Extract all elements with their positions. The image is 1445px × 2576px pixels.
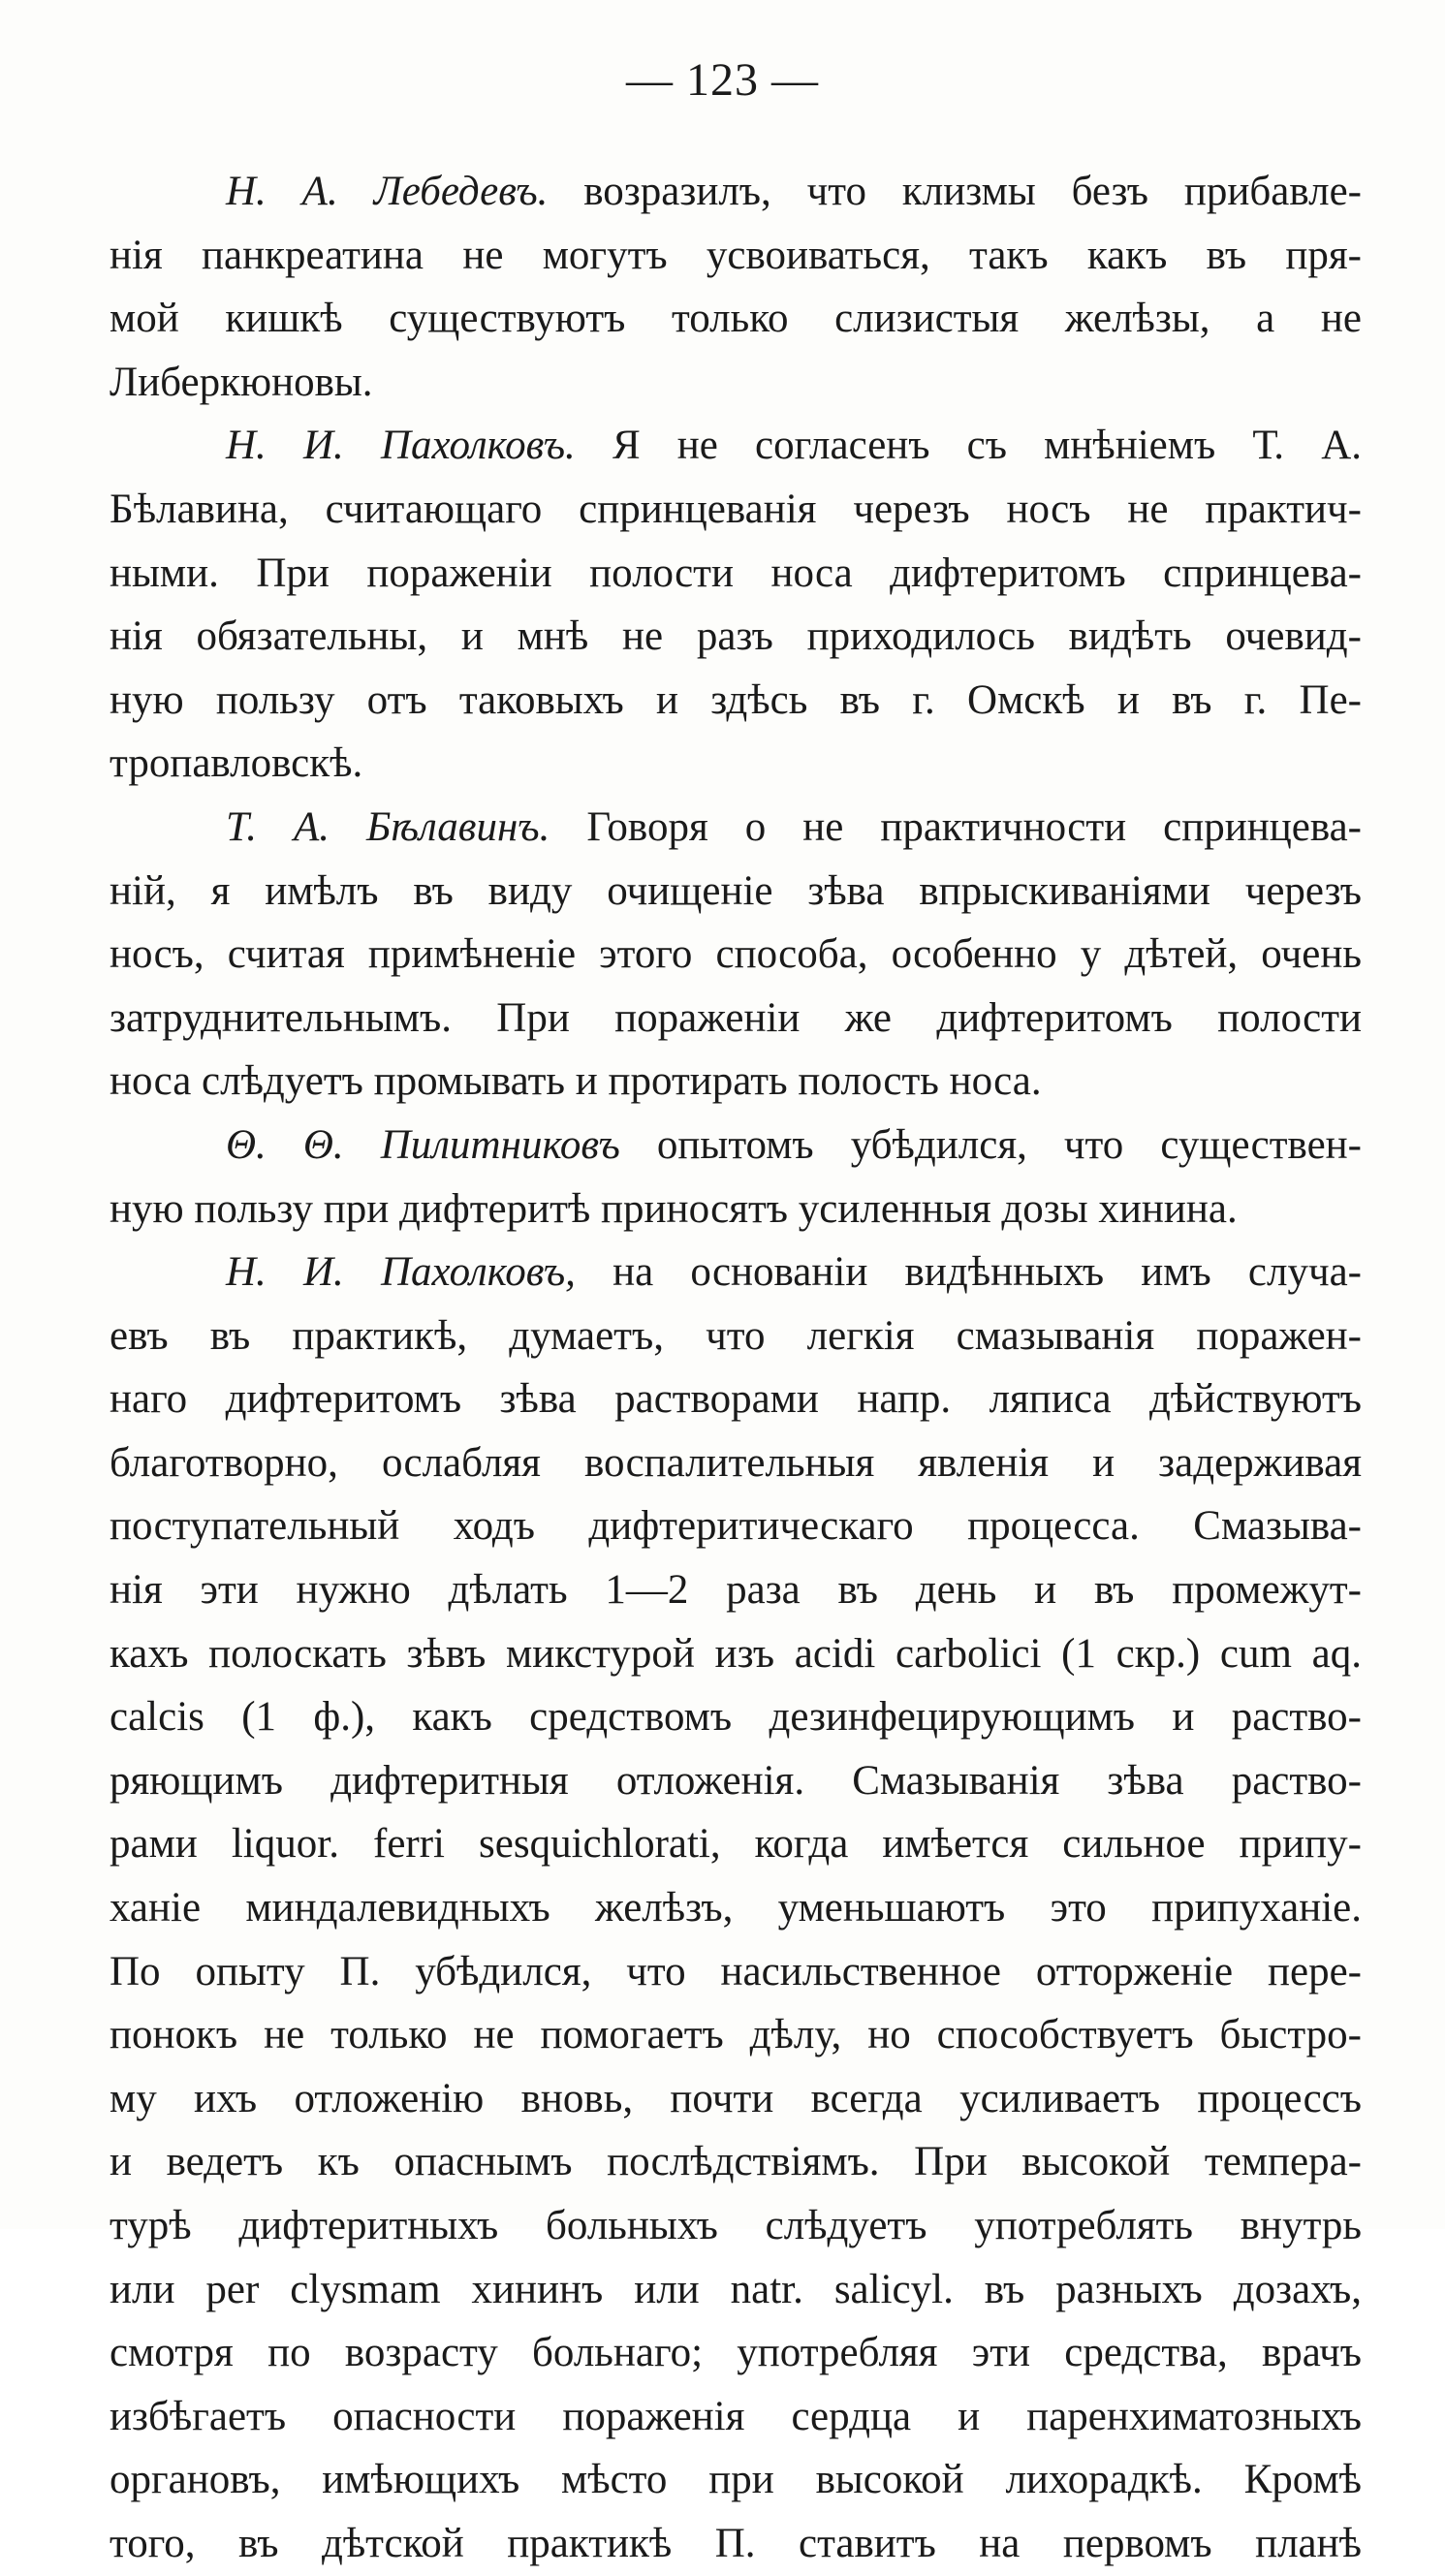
paragraph: [110, 1241, 1362, 2575]
text-line: calcis (1 ф.), какъ средствомъ дезинфецирующимъ и раство-: [110, 1694, 1362, 1741]
paragraph: [110, 160, 1362, 414]
text-line: нія обязательны, и мнѣ не разъ приходилось видѣть очевид-: [110, 613, 1362, 660]
text-line: понокъ не только не помогаетъ дѣлу, но способствуетъ быстро-: [110, 2012, 1362, 2058]
text-line: ными. При пораженіи полости носа дифтеритомъ спринцева-: [110, 550, 1362, 596]
text-line: тропавловскѣ.: [110, 740, 363, 787]
text-line: турѣ дифтеритныхъ больныхъ слѣдуетъ употреблять внутрь: [110, 2203, 1362, 2248]
text-line: [110, 1241, 1362, 1304]
speaker-name: Н. И. Пахолковъ.: [226, 423, 576, 469]
text-line: поступательный ходъ дифтеритическаго процесса. Смазыва-: [110, 1503, 1362, 1550]
speaker-name: Т. А. Бѣлавинъ.: [226, 803, 550, 850]
speaker-name: Θ. Θ. Пилитниковъ: [226, 1121, 620, 1168]
text-line: ній, я имѣлъ въ виду очищеніе зѣва впрыскиваніями черезъ: [110, 867, 1362, 914]
paragraph: [110, 796, 1362, 1114]
text-line: избѣгаетъ опасности пораженія сердца и паренхиматозныхъ: [110, 2393, 1362, 2439]
text-line: рами liquor. ferri sesquichlorati, когда имѣется сильное припу-: [110, 1821, 1362, 1868]
text-line: органовъ, имѣющихъ мѣсто при высокой лихорадкѣ. Кромѣ: [110, 2457, 1362, 2503]
line-text: на основаніи видѣнныхъ имъ случа-: [575, 1249, 1362, 1296]
text-line: благотворно, ослабляя воспалительныя явленія и задерживая: [110, 1439, 1362, 1486]
text-line: и ведетъ къ опаснымъ послѣдствіямъ. При высокой темпера-: [110, 2139, 1362, 2185]
text-line: или per clysmam хининъ или natr. salicyl. въ разныхъ дозахъ,: [110, 2266, 1362, 2312]
text-line: наго дифтеритомъ зѣва растворами напр. ляписа дѣйствуютъ: [110, 1376, 1362, 1423]
paragraph: [110, 414, 1362, 796]
text-line: нія эти нужно дѣлать 1—2 раза въ день и въ промежут-: [110, 1567, 1362, 1614]
text-line: нія панкреатина не могутъ усвоиваться, такъ какъ въ пря-: [110, 232, 1362, 278]
text-line: му ихъ отложенію вновь, почти всегда усиливаетъ процессъ: [110, 2075, 1362, 2121]
text-line: мой кишкѣ существуютъ только слизистыя желѣзы, а не: [110, 296, 1362, 342]
text-line: [110, 1114, 1362, 1178]
text-line: ную пользу при дифтеритѣ приносятъ усиленныя дозы хинина.: [110, 1185, 1238, 1232]
text-line: ную пользу отъ таковыхъ и здѣсь въ г. Омскѣ и въ г. Пе-: [110, 676, 1362, 723]
text-line: носъ, считая примѣненіе этого способа, особенно у дѣтей, очень: [110, 931, 1362, 978]
text-line: затруднительнымъ. При пораженіи же дифтеритомъ полости: [110, 994, 1362, 1041]
paragraph: [110, 1114, 1362, 1241]
speaker-name: Н. А. Лебедевъ.: [226, 169, 549, 214]
speaker-name: Н. И. Пахолковъ,: [226, 1249, 576, 1296]
line-text: опытомъ убѣдился, что существен-: [619, 1121, 1362, 1168]
text-line: смотря по возрасту больнаго; употребляя эти средства, врачъ: [110, 2330, 1362, 2376]
line-text: возразилъ, что клизмы безъ прибавле-: [548, 169, 1362, 214]
text-line: Бѣлавина, считающаго спринцеванія черезъ носъ не практич-: [110, 486, 1362, 532]
text-line: носа слѣдуетъ промывать и протирать полость носа.: [110, 1058, 1042, 1105]
text-line: кахъ полоскать зѣвъ микстурой изъ acidi carbolici (1 скр.) cum aq.: [110, 1630, 1362, 1677]
text-line: ряющимъ дифтеритныя отложенія. Смазыванія зѣва раство-: [110, 1757, 1362, 1804]
text-line: ханіе миндалевидныхъ желѣзъ, уменьшаютъ это припуханіе.: [110, 1885, 1362, 1932]
text-line: По опыту П. убѣдился, что насильственное отторженіе пере-: [110, 1948, 1362, 1995]
text-line: того, въ дѣтской практикѣ П. ставитъ на первомъ планѣ: [110, 2520, 1362, 2566]
body-text: [110, 160, 1362, 2576]
line-text: Я не согласенъ съ мнѣніемъ Т. А.: [575, 423, 1362, 469]
text-line: Либеркюновы.: [110, 359, 373, 405]
line-text: Говоря о не практичности спринцева-: [550, 803, 1362, 850]
text-line: евъ въ практикѣ, думаетъ, что легкія смазыванія поражен-: [110, 1312, 1362, 1359]
text-line: [110, 414, 1362, 478]
text-line: [110, 160, 1362, 224]
text-line: [110, 796, 1362, 860]
page-number: — 123 —: [626, 54, 819, 106]
